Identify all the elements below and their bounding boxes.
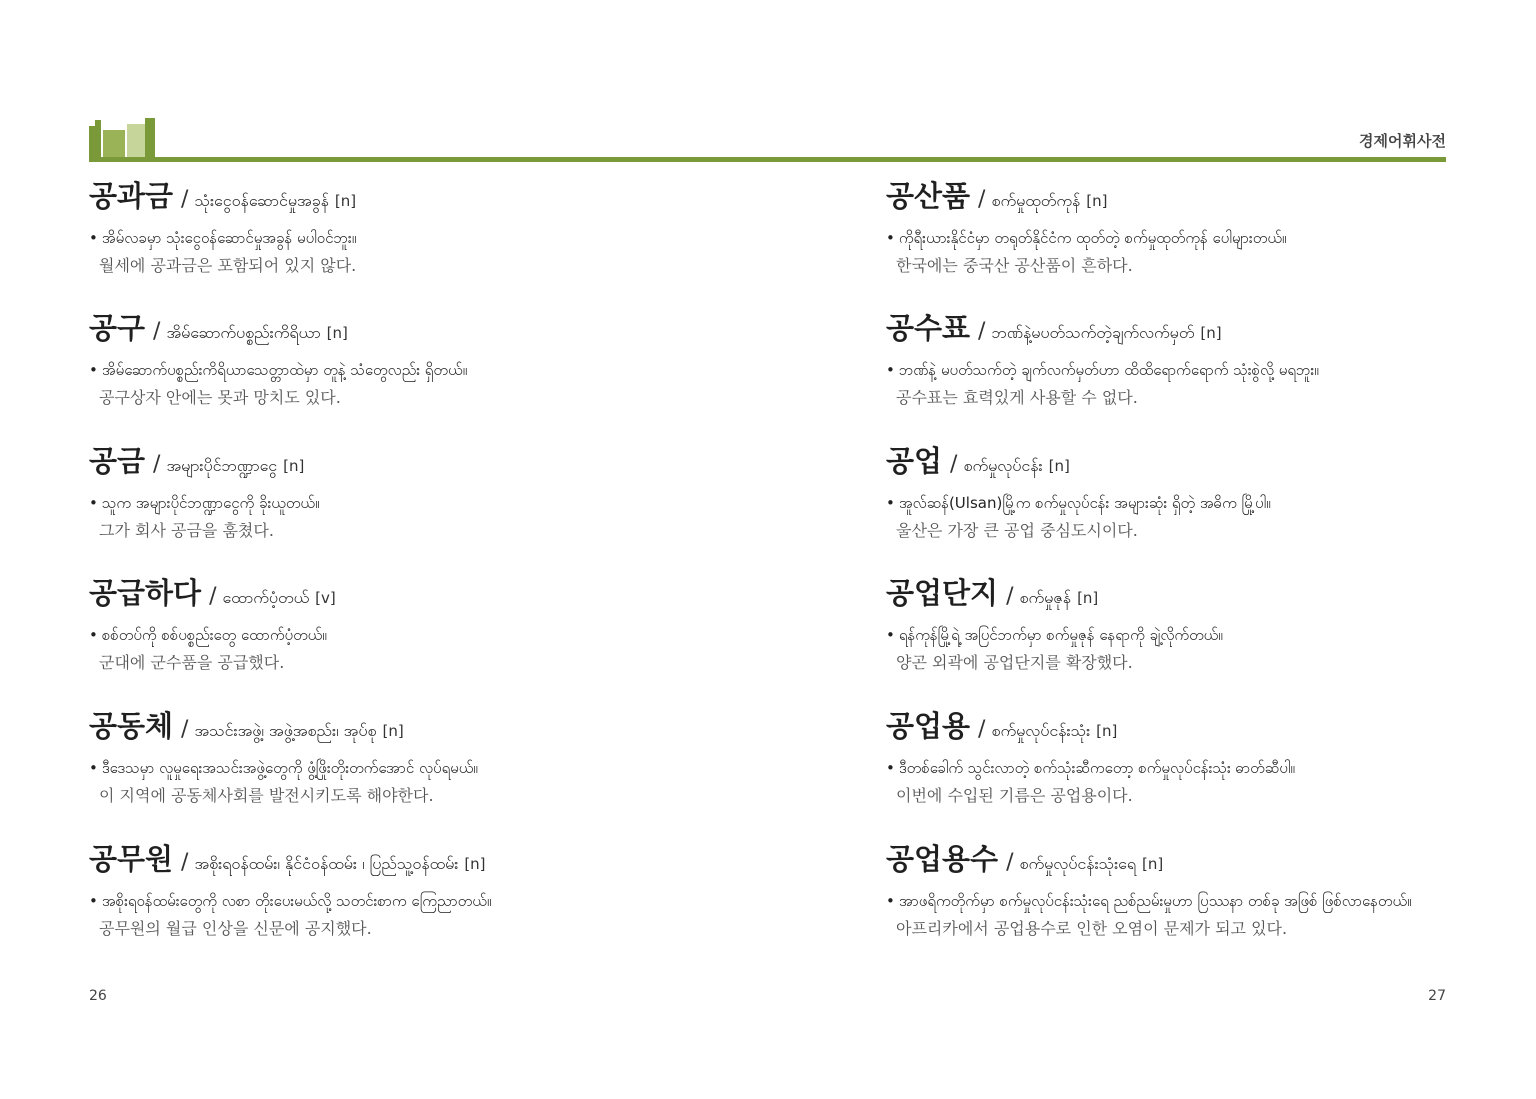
example-myanmar: အစိုးရဝန်ထမ်းတွေကို လစာ တိုးပေးမယ်လို့ သတင်းစာက ကြေညာတယ်။ [101,892,492,910]
example-myanmar: အိမ်လခမှာ သုံးငွေဝန်ဆောင်မှုအခွန် မပါဝင်ဘူး။ [101,229,357,247]
headword: 공산품 [886,179,971,213]
example-myanmar: ဒီဒေသမှာ လူမှုရေးအသင်းအဖွဲ့တွေကို ဖွံ့ဖြိုးတိုးတက်အောင် လုပ်ရမယ်။ [101,759,478,777]
entry: 공급하다 / ထောက်ပံ့တယ် [v] • စစ်တပ်ကို စစ်ပစ္စည်းတွေ ထောက်ပံ့တယ်။ 군대에 군수품을 공급했다. [89,573,769,677]
part-of-speech: [n] [1048,457,1070,475]
example-myanmar: ရန်ကုန်မြို့ရဲ့ အပြင်ဘက်မှာ စက်မှုဇုန် နေရာကို ချဲ့လိုက်တယ်။ [898,626,1223,644]
part-of-speech: [n] [326,324,348,342]
page-number-right: 27 [1428,988,1446,1004]
meaning: စက်မှုထုတ်ကုန် [991,191,1081,210]
meaning: အစိုးရဝန်ထမ်း၊ နိုင်ငံဝန်ထမ်း ၊ ပြည်သူ့ဝန်ထမ်း [194,854,459,873]
part-of-speech: [n] [283,457,305,475]
example-korean: 이 지역에 공동체사회를 발전시키도록 해야한다. [99,786,434,805]
example-myanmar: စစ်တပ်ကို စစ်ပစ္စည်းတွေ ထောက်ပံ့တယ်။ [101,626,327,644]
meaning: အိမ်ဆောက်ပစ္စည်းကိရိယာ [166,323,321,342]
part-of-speech: [n] [1086,192,1108,210]
meaning: အများပိုင်ဘဏ္ဍာငွေ [166,456,278,475]
entry: 공업단지 / စက်မှုဇုန် [n] • ရန်ကုန်မြို့ရဲ့ အပြင်ဘက်မှာ စက်မှုဇုန် နေရာကို ချဲ့လိုက်တယ်။ 양곤 외곽에 공업단지를 확장했다. [886,573,1446,677]
header-decoration-icon [89,118,159,160]
headword: 공금 [89,444,146,478]
meaning: စက်မှုလုပ်ငန်း [963,456,1043,475]
headword: 공급하다 [89,576,202,610]
entry: 공업용수 / စက်မှုလုပ်ငန်းသုံးရေ [n] • အာဖရိကတိုက်မှာ စက်မှုလုပ်ငန်းသုံးရေ ညစ်ညမ်းမှုဟာ ပြဿနာ တစ်ခု အဖြစ် ဖြစ်လာနေတယ်။ 아프리카에서 공업용수로 인한 오염이 문제가 되고 있다. [886,839,1446,943]
example-korean: 그가 회사 공금을 훔쳤다. [99,521,274,540]
part-of-speech: [n] [464,855,486,873]
part-of-speech: [n] [1200,324,1222,342]
page-number-left: 26 [89,988,107,1004]
meaning: အသင်းအဖွဲ့၊ အဖွဲ့အစည်း၊ အုပ်စု [194,721,377,740]
meaning: သုံးငွေဝန်ဆောင်မှုအခွန် [194,191,329,210]
entry: 공과금 / သုံးငွေဝန်ဆောင်မှုအခွန် [n] • အိမ်လခမှာ သုံးငွေဝန်ဆောင်မှုအခွန် မပါဝင်ဘူး။ 월세에 공과금은 포함되어 있지 않다. [89,176,769,280]
meaning: စက်မှုလုပ်ငန်းသုံးရေ [1019,854,1137,873]
entry: 공수표 / ဘဏ်နဲ့မပတ်သက်တဲ့ချက်လက်မှတ် [n] • ဘဏ်နဲ့ မပတ်သက်တဲ့ ချက်လက်မှတ်ဟာ ထိထိရောက်ရောက် သုံးစွဲလို့ မရဘူး။ 공수표는 효력있게 사용할 수 없다. [886,308,1446,412]
example-myanmar: အူလ်ဆန်(Ulsan)မြို့က စက်မှုလုပ်ငန်း အများဆုံး ရှိတဲ့ အဓိက မြို့ပါ။ [898,494,1271,512]
meaning: ထောက်ပံ့တယ် [222,588,310,607]
example-myanmar: ဘဏ်နဲ့ မပတ်သက်တဲ့ ချက်လက်မှတ်ဟာ ထိထိရောက်ရောက် သုံးစွဲလို့ မရဘူး။ [898,361,1319,379]
headword: 공동체 [89,709,174,743]
part-of-speech: [n] [1077,589,1099,607]
part-of-speech: [n] [382,722,404,740]
example-korean: 울산은 가장 큰 공업 중심도시이다. [896,521,1138,540]
headword: 공업 [886,444,943,478]
entry: 공동체 / အသင်းအဖွဲ့၊ အဖွဲ့အစည်း၊ အုပ်စု [n] • ဒီဒေသမှာ လူမှုရေးအသင်းအဖွဲ့တွေကို ဖွံ့ဖြိုးတိုးတက်အောင် လုပ်ရမယ်။ 이 지역에 공동체사회를 발전시키도록 해야한다. [89,706,769,810]
example-myanmar: အိမ်ဆောက်ပစ္စည်းကိရိယာသေတ္တာထဲမှာ တူနဲ့ သံတွေလည်း ရှိတယ်။ [101,361,468,379]
example-korean: 공수표는 효력있게 사용할 수 없다. [896,388,1138,407]
example-korean: 군대에 군수품을 공급했다. [99,653,285,672]
example-korean: 한국에는 중국산 공산품이 흔하다. [896,256,1133,275]
headword: 공무원 [89,842,174,876]
entry: 공무원 / အစိုးရဝန်ထမ်း၊ နိုင်ငံဝန်ထမ်း ၊ ပြည်သူ့ဝန်ထမ်း [n] • အစိုးရဝန်ထမ်းတွေကို လစာ တိုးပေးမယ်လို့ သတင်းစာက ကြေညာတယ်။ 공무원의 월급 인상을 신문에 공지했다. [89,839,769,943]
example-korean: 공구상자 안에는 못과 망치도 있다. [99,388,341,407]
entry: 공산품 / စက်မှုထုတ်ကုန် [n] • ကိုရီးယားနိုင်ငံမှာ တရုတ်နိုင်ငံက ထုတ်တဲ့ စက်မှုထုတ်ကုန် ပေါများတယ်။ 한국에는 중국산 공산품이 흔하다. [886,176,1446,280]
entry: 공금 / အများပိုင်ဘဏ္ဍာငွေ [n] • သူက အများပိုင်ဘဏ္ဍာငွေကို ခိုးယူတယ်။ 그가 회사 공금을 훔쳤다. [89,441,769,545]
headword: 공수표 [886,311,971,345]
headword: 공업용 [886,709,971,743]
part-of-speech: [n] [1096,722,1118,740]
meaning: စက်မှုလုပ်ငန်းသုံး [991,721,1091,740]
headword: 공구 [89,311,146,345]
example-korean: 이번에 수입된 기름은 공업용이다. [896,786,1133,805]
headword: 공업단지 [886,576,999,610]
header-rule [89,157,1446,162]
example-korean: 아프리카에서 공업용수로 인한 오염이 문제가 되고 있다. [896,919,1288,938]
entry: 공업 / စက်မှုလုပ်ငန်း [n] • အူလ်ဆန်(Ulsan)မြို့က စက်မှုလုပ်ငန်း အများဆုံး ရှိတဲ့ အဓိက မြို့ပါ။ 울산은 가장 큰 공업 중심도시이다. [886,441,1446,545]
entry: 공업용 / စက်မှုလုပ်ငန်းသုံး [n] • ဒီတစ်ခေါက် သွင်းလာတဲ့ စက်သုံးဆီကတော့ စက်မှုလုပ်ငန်းသုံး ဓာတ်ဆီပါ။ 이번에 수입된 기름은 공업용이다. [886,706,1446,810]
book-title: 경제어휘사전 [1359,132,1446,150]
meaning: စက်မှုဇုန် [1019,588,1072,607]
example-myanmar: ဒီတစ်ခေါက် သွင်းလာတဲ့ စက်သုံးဆီကတော့ စက်မှုလုပ်ငန်းသုံး ဓာတ်ဆီပါ။ [898,759,1295,777]
part-of-speech: [n] [1142,855,1164,873]
part-of-speech: [n] [334,192,357,210]
meaning: ဘဏ်နဲ့မပတ်သက်တဲ့ချက်လက်မှတ် [991,323,1195,342]
example-korean: 양곤 외곽에 공업단지를 확장했다. [896,653,1133,672]
example-myanmar: ကိုရီးယားနိုင်ငံမှာ တရုတ်နိုင်ငံက ထုတ်တဲ့ စက်မှုထုတ်ကုန် ပေါများတယ်။ [898,229,1287,247]
part-of-speech: [v] [315,589,336,607]
entry: 공구 / အိမ်ဆောက်ပစ္စည်းကိရိယာ [n] • အိမ်ဆောက်ပစ္စည်းကိရိယာသေတ္တာထဲမှာ တူနဲ့ သံတွေလည်း ရှိတယ်။ 공구상자 안에는 못과 망치도 있다. [89,308,769,412]
headword: 공과금 [89,179,174,213]
example-korean: 월세에 공과금은 포함되어 있지 않다. [99,256,357,275]
headword: 공업용수 [886,842,999,876]
example-korean: 공무원의 월급 인상을 신문에 공지했다. [99,919,372,938]
example-myanmar: သူက အများပိုင်ဘဏ္ဍာငွေကို ခိုးယူတယ်။ [101,494,320,512]
example-myanmar: အာဖရိကတိုက်မှာ စက်မှုလုပ်ငန်းသုံးရေ ညစ်ညမ်းမှုဟာ ပြဿနာ တစ်ခု အဖြစ် ဖြစ်လာနေတယ်။ [898,892,1412,910]
